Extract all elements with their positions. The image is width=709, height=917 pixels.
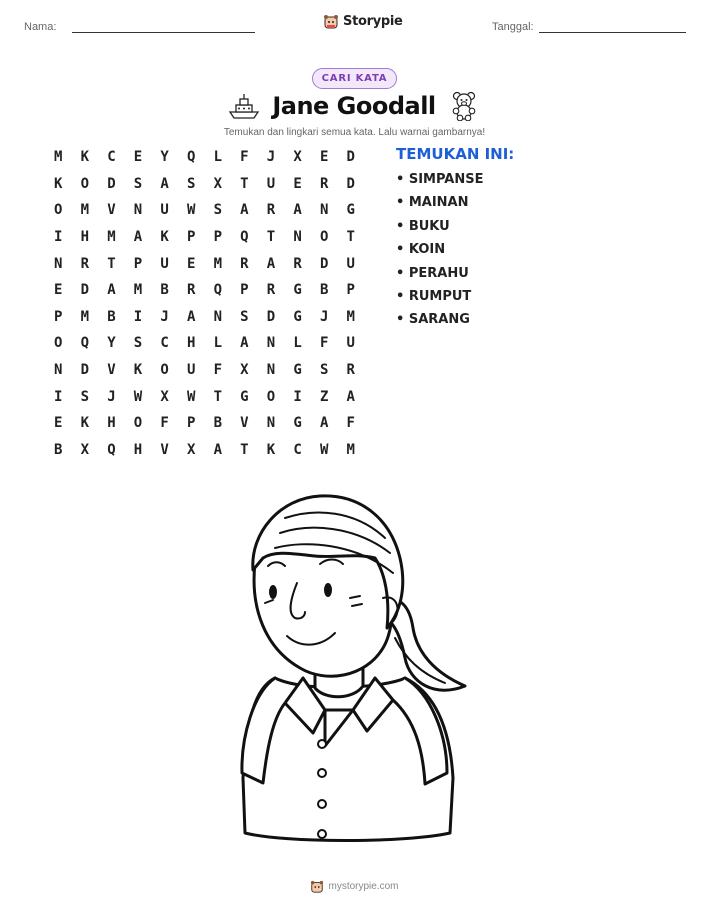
grid-letter[interactable]: A <box>160 175 169 192</box>
grid-letter[interactable]: B <box>319 282 329 299</box>
word-search-grid[interactable] <box>52 144 371 463</box>
grid-letter[interactable]: M <box>107 229 116 246</box>
grid-letter[interactable]: E <box>54 282 63 299</box>
grid-letter[interactable]: R <box>266 202 276 219</box>
grid-letter[interactable]: G <box>293 308 302 325</box>
grid-letter[interactable]: W <box>133 388 143 405</box>
grid-letter[interactable]: U <box>346 255 355 272</box>
grid-letter[interactable]: A <box>266 255 276 272</box>
grid-letter[interactable]: U <box>186 362 196 379</box>
grid-letter[interactable]: G <box>293 362 302 379</box>
grid-letter[interactable]: P <box>213 229 222 246</box>
grid-letter[interactable]: R <box>80 255 90 272</box>
grid-letter[interactable]: U <box>346 335 355 352</box>
grid-letter[interactable]: N <box>54 362 63 379</box>
boat-icon <box>228 92 260 120</box>
grid-letter[interactable]: M <box>80 202 90 219</box>
grid-letter[interactable]: A <box>240 335 249 352</box>
grid-letter[interactable]: B <box>107 308 116 325</box>
grid-letter[interactable]: Y <box>107 335 116 352</box>
grid-letter[interactable]: W <box>186 202 196 219</box>
grid-letter[interactable]: S <box>80 388 90 405</box>
grid-letter[interactable]: T <box>213 388 222 405</box>
activity-badge: CARI KATA <box>312 68 398 89</box>
grid-letter[interactable]: Q <box>186 149 196 166</box>
grid-letter[interactable]: D <box>266 308 276 325</box>
grid-letter[interactable]: V <box>160 441 169 458</box>
grid-letter[interactable]: K <box>160 229 169 246</box>
grid-letter[interactable]: E <box>54 415 63 432</box>
grid-letter[interactable]: X <box>80 441 90 458</box>
grid-letter[interactable]: S <box>213 202 222 219</box>
grid-letter[interactable]: C <box>160 335 169 352</box>
grid-letter[interactable]: X <box>186 441 196 458</box>
grid-letter[interactable]: O <box>54 335 63 352</box>
grid-letter[interactable]: D <box>346 149 355 166</box>
grid-letter[interactable]: D <box>346 175 355 192</box>
grid-letter[interactable]: M <box>213 255 222 272</box>
grid-letter[interactable]: A <box>107 282 116 299</box>
instructions: Temukan dan lingkari semua kata. Lalu warnai gambarnya! <box>223 127 486 138</box>
grid-letter[interactable]: K <box>80 415 90 432</box>
footer <box>0 879 709 894</box>
storypie-footer-icon <box>310 879 324 894</box>
grid-letter[interactable]: P <box>54 308 63 325</box>
grid-letter[interactable]: V <box>240 415 249 432</box>
grid-letter[interactable]: N <box>133 202 143 219</box>
grid-letter[interactable]: K <box>133 362 143 379</box>
grid-letter[interactable]: J <box>319 308 329 325</box>
grid-letter[interactable]: O <box>266 388 276 405</box>
grid-letter[interactable]: T <box>346 229 355 246</box>
grid-letter[interactable]: N <box>319 202 329 219</box>
grid-letter[interactable]: G <box>293 415 302 432</box>
grid-letter[interactable]: P <box>346 282 355 299</box>
jane-goodall-illustration <box>225 488 475 853</box>
grid-letter[interactable]: Q <box>107 441 116 458</box>
grid-letter[interactable]: U <box>266 175 276 192</box>
grid-letter[interactable]: H <box>133 441 143 458</box>
grid-letter[interactable]: A <box>346 388 355 405</box>
grid-letter[interactable]: I <box>133 308 143 325</box>
word-list-item: • SIMPANSE <box>396 172 484 187</box>
grid-letter[interactable]: K <box>266 441 276 458</box>
grid-letter[interactable]: H <box>80 229 90 246</box>
page-title: Jane Goodall <box>272 92 436 120</box>
grid-letter[interactable]: N <box>213 308 222 325</box>
grid-letter[interactable]: T <box>107 255 116 272</box>
grid-letter[interactable]: R <box>319 175 329 192</box>
grid-letter[interactable]: N <box>293 229 302 246</box>
date-label: Tanggal: <box>492 21 534 33</box>
grid-letter[interactable]: E <box>133 149 143 166</box>
grid-letter[interactable]: V <box>107 362 116 379</box>
grid-letter[interactable]: Q <box>240 229 249 246</box>
grid-letter[interactable]: S <box>240 308 249 325</box>
grid-letter[interactable]: R <box>240 255 249 272</box>
name-label: Nama: <box>24 21 57 33</box>
brand-logo <box>323 13 403 30</box>
grid-letter[interactable]: A <box>293 202 302 219</box>
grid-letter[interactable]: E <box>186 255 196 272</box>
grid-letter[interactable]: L <box>213 149 222 166</box>
grid-letter[interactable]: O <box>54 202 63 219</box>
badge-wrap <box>0 66 709 85</box>
grid-letter[interactable]: O <box>133 415 143 432</box>
grid-letter[interactable]: E <box>319 149 329 166</box>
grid-letter[interactable]: F <box>319 335 329 352</box>
grid-letter[interactable]: B <box>160 282 169 299</box>
grid-letter[interactable]: M <box>54 149 63 166</box>
grid-letter[interactable]: G <box>293 282 302 299</box>
storypie-logo-icon <box>323 13 339 30</box>
grid-letter[interactable]: H <box>107 415 116 432</box>
grid-letter[interactable]: M <box>346 308 355 325</box>
grid-letter[interactable]: Q <box>213 282 222 299</box>
grid-letter[interactable]: M <box>80 308 90 325</box>
grid-letter[interactable]: R <box>266 282 276 299</box>
grid-letter[interactable]: C <box>293 441 302 458</box>
grid-letter[interactable]: B <box>54 441 63 458</box>
grid-letter[interactable]: T <box>240 175 249 192</box>
date-line[interactable] <box>539 32 686 33</box>
grid-letter[interactable]: P <box>240 282 249 299</box>
grid-letter[interactable]: O <box>160 362 169 379</box>
grid-letter[interactable]: R <box>346 362 355 379</box>
grid-letter[interactable]: S <box>133 175 143 192</box>
grid-letter[interactable]: U <box>160 202 169 219</box>
name-line[interactable] <box>72 32 255 33</box>
word-list <box>396 172 484 336</box>
grid-letter[interactable]: R <box>293 255 302 272</box>
grid-letter[interactable]: Q <box>80 335 90 352</box>
grid-letter[interactable]: M <box>346 441 355 458</box>
grid-letter[interactable]: B <box>213 415 222 432</box>
grid-letter[interactable]: G <box>240 388 249 405</box>
grid-letter[interactable]: T <box>266 229 276 246</box>
grid-letter[interactable]: D <box>80 282 90 299</box>
grid-letter[interactable]: W <box>186 388 196 405</box>
grid-letter[interactable]: A <box>133 229 143 246</box>
grid-letter[interactable]: N <box>266 362 276 379</box>
grid-letter[interactable]: K <box>80 149 90 166</box>
word-list-item: • KOIN <box>396 242 446 258</box>
grid-letter[interactable]: D <box>319 255 329 272</box>
grid-letter[interactable]: S <box>133 335 143 352</box>
grid-letter[interactable]: F <box>240 149 249 166</box>
grid-letter[interactable]: I <box>54 388 63 405</box>
grid-letter[interactable]: M <box>133 282 143 299</box>
grid-letter[interactable]: Y <box>160 149 169 166</box>
grid-letter[interactable]: J <box>266 149 276 166</box>
word-list-item: • RUMPUT <box>396 288 472 304</box>
grid-letter[interactable]: X <box>213 175 222 192</box>
grid-letter[interactable]: N <box>266 335 276 352</box>
grid-letter[interactable]: R <box>186 282 196 299</box>
grid-letter[interactable]: G <box>346 202 355 219</box>
word-list-item: • BUKU <box>396 218 450 234</box>
grid-letter[interactable]: A <box>186 308 196 325</box>
grid-letter[interactable]: F <box>346 415 355 432</box>
grid-letter[interactable]: L <box>293 335 302 352</box>
grid-letter[interactable]: O <box>319 229 329 246</box>
grid-letter[interactable]: D <box>107 175 116 192</box>
grid-letter[interactable]: P <box>186 229 196 246</box>
grid-letter[interactable]: S <box>186 175 196 192</box>
grid-letter[interactable]: A <box>319 415 329 432</box>
grid-letter[interactable]: S <box>319 362 329 379</box>
grid-letter[interactable]: C <box>107 149 116 166</box>
grid-letter[interactable]: A <box>213 441 222 458</box>
grid-letter[interactable]: P <box>186 415 196 432</box>
teddy-bear-icon <box>451 91 477 121</box>
grid-letter[interactable]: X <box>293 149 302 166</box>
grid-letter[interactable]: L <box>213 335 222 352</box>
grid-letter[interactable]: E <box>293 175 302 192</box>
grid-letter[interactable]: P <box>133 255 143 272</box>
grid-letter[interactable]: W <box>319 441 329 458</box>
grid-letter[interactable]: Z <box>319 388 329 405</box>
word-list-title: TEMUKAN INI: <box>396 145 515 163</box>
footer-url[interactable]: mystorypie.com <box>328 881 399 892</box>
grid-letter[interactable]: I <box>54 229 63 246</box>
grid-letter[interactable]: O <box>80 175 90 192</box>
grid-letter[interactable]: N <box>266 415 276 432</box>
grid-letter[interactable]: X <box>240 362 249 379</box>
grid-letter[interactable]: A <box>240 202 249 219</box>
grid-letter[interactable]: I <box>293 388 302 405</box>
grid-letter[interactable]: J <box>160 308 169 325</box>
grid-letter[interactable]: U <box>160 255 169 272</box>
grid-letter[interactable]: J <box>107 388 116 405</box>
grid-letter[interactable]: H <box>186 335 196 352</box>
word-list-item: • MAINAN <box>396 195 469 211</box>
grid-letter[interactable]: V <box>107 202 116 219</box>
word-list-item: • PERAHU <box>396 265 469 281</box>
grid-letter[interactable]: X <box>160 388 169 405</box>
brand-name: Storypie <box>343 14 403 29</box>
grid-letter[interactable]: F <box>213 362 222 379</box>
grid-letter[interactable]: D <box>80 362 90 379</box>
grid-letter[interactable]: K <box>54 175 63 192</box>
grid-letter[interactable]: T <box>240 441 249 458</box>
grid-letter[interactable]: N <box>54 255 63 272</box>
word-list-item: • SARANG <box>396 312 470 328</box>
grid-letter[interactable]: F <box>160 415 169 432</box>
